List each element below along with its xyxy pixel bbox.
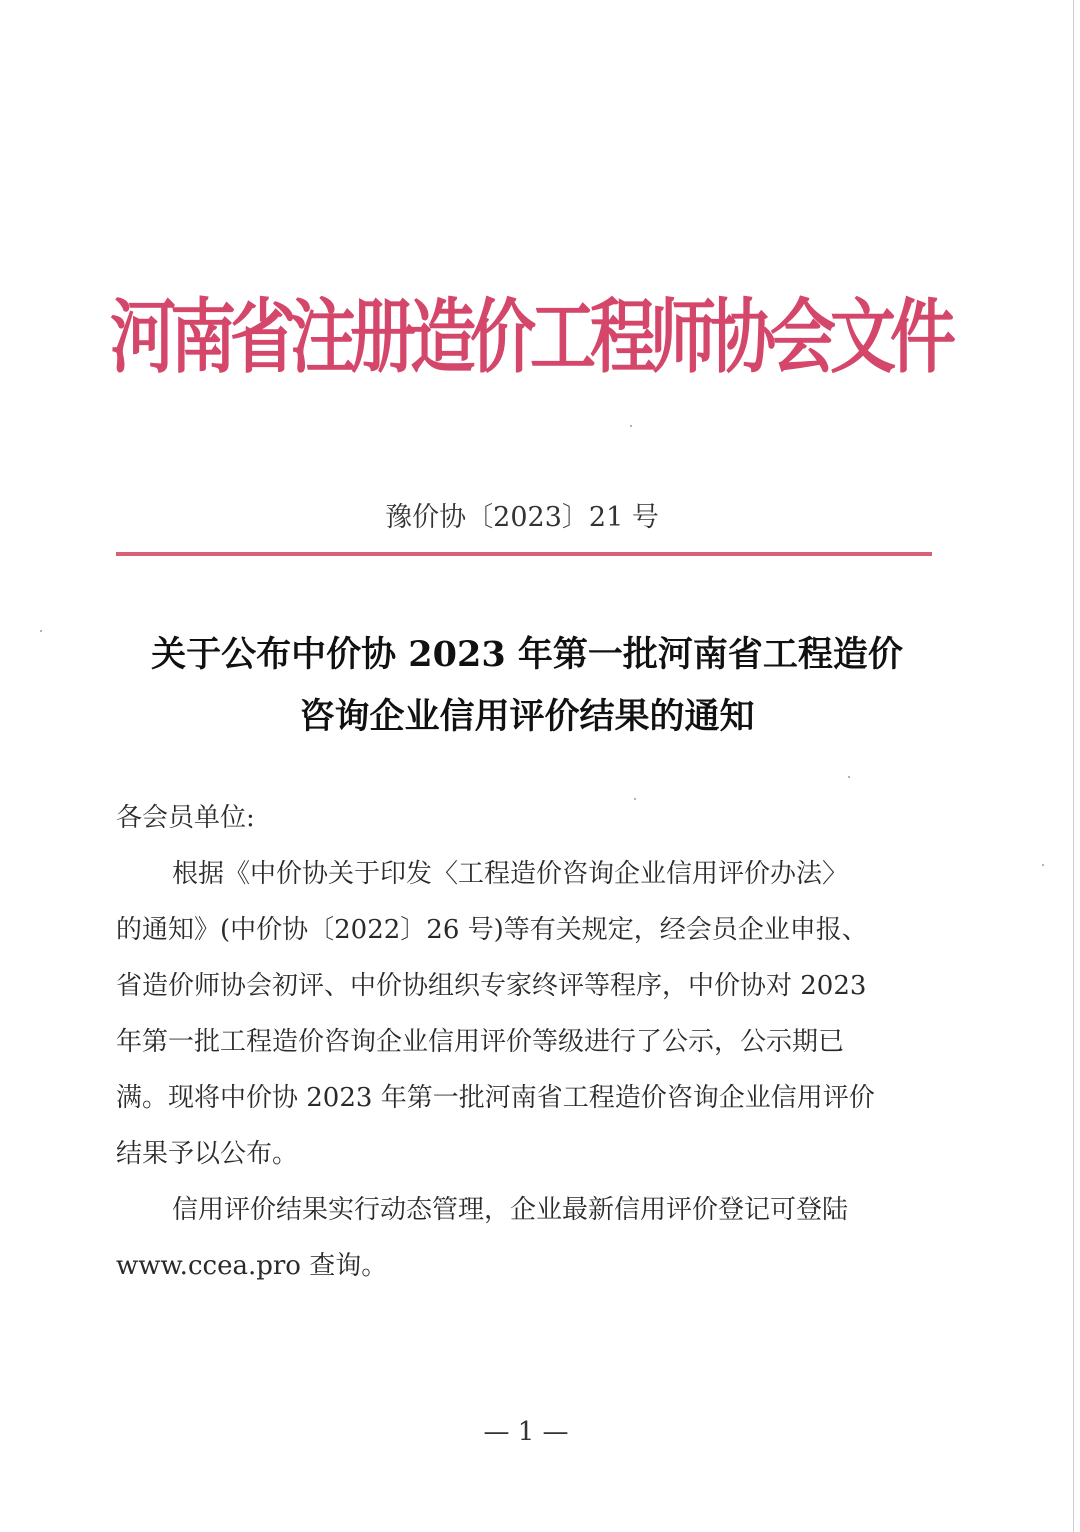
scan-speck bbox=[630, 425, 632, 427]
page-edge-line bbox=[1073, 0, 1074, 1532]
page-number: — 1 — bbox=[483, 1417, 569, 1447]
scan-speck bbox=[634, 798, 636, 800]
paragraph-2-line-2: www.ccea.pro 查询。 bbox=[116, 1251, 388, 1281]
notice-body bbox=[116, 790, 942, 1294]
issuer-header-title: 河南省注册造价工程师协会文件 bbox=[110, 290, 950, 385]
paragraph-2-line-1: 信用评价结果实行动态管理，企业最新信用评价登记可登陆 bbox=[172, 1195, 849, 1225]
red-separator-rule bbox=[116, 552, 932, 556]
paragraph-1-line-1: 根据《中价协关于印发〈工程造价咨询企业信用评价办法〉 bbox=[172, 859, 849, 889]
document-number: 豫价协〔2023〕21 号 bbox=[385, 502, 659, 533]
salutation: 各会员单位: bbox=[116, 803, 255, 833]
paragraph-1-line-2: 的通知》(中价协〔2022〕26 号)等有关规定，经会员企业申报、 bbox=[116, 915, 868, 945]
paragraph-1-line-3: 省造价师协会初评、中价协组织专家终评等程序，中价协对 2023 bbox=[116, 971, 867, 1001]
notice-title-line-1: 关于公布中价协 2023 年第一批河南省工程造价 bbox=[151, 634, 903, 675]
notice-title-line-2: 咨询企业信用评价结果的通知 bbox=[299, 696, 755, 737]
paragraph-1-line-4: 年第一批工程造价咨询企业信用评价等级进行了公示，公示期已 bbox=[116, 1027, 845, 1057]
paragraph-1-line-5: 满。现将中价协 2023 年第一批河南省工程造价咨询企业信用评价 bbox=[116, 1083, 875, 1113]
notice-title bbox=[110, 624, 944, 748]
paragraph-1-line-6: 结果予以公布。 bbox=[116, 1139, 299, 1169]
scan-speck bbox=[40, 630, 42, 632]
scan-speck bbox=[848, 776, 850, 778]
scan-speck bbox=[1042, 864, 1044, 866]
